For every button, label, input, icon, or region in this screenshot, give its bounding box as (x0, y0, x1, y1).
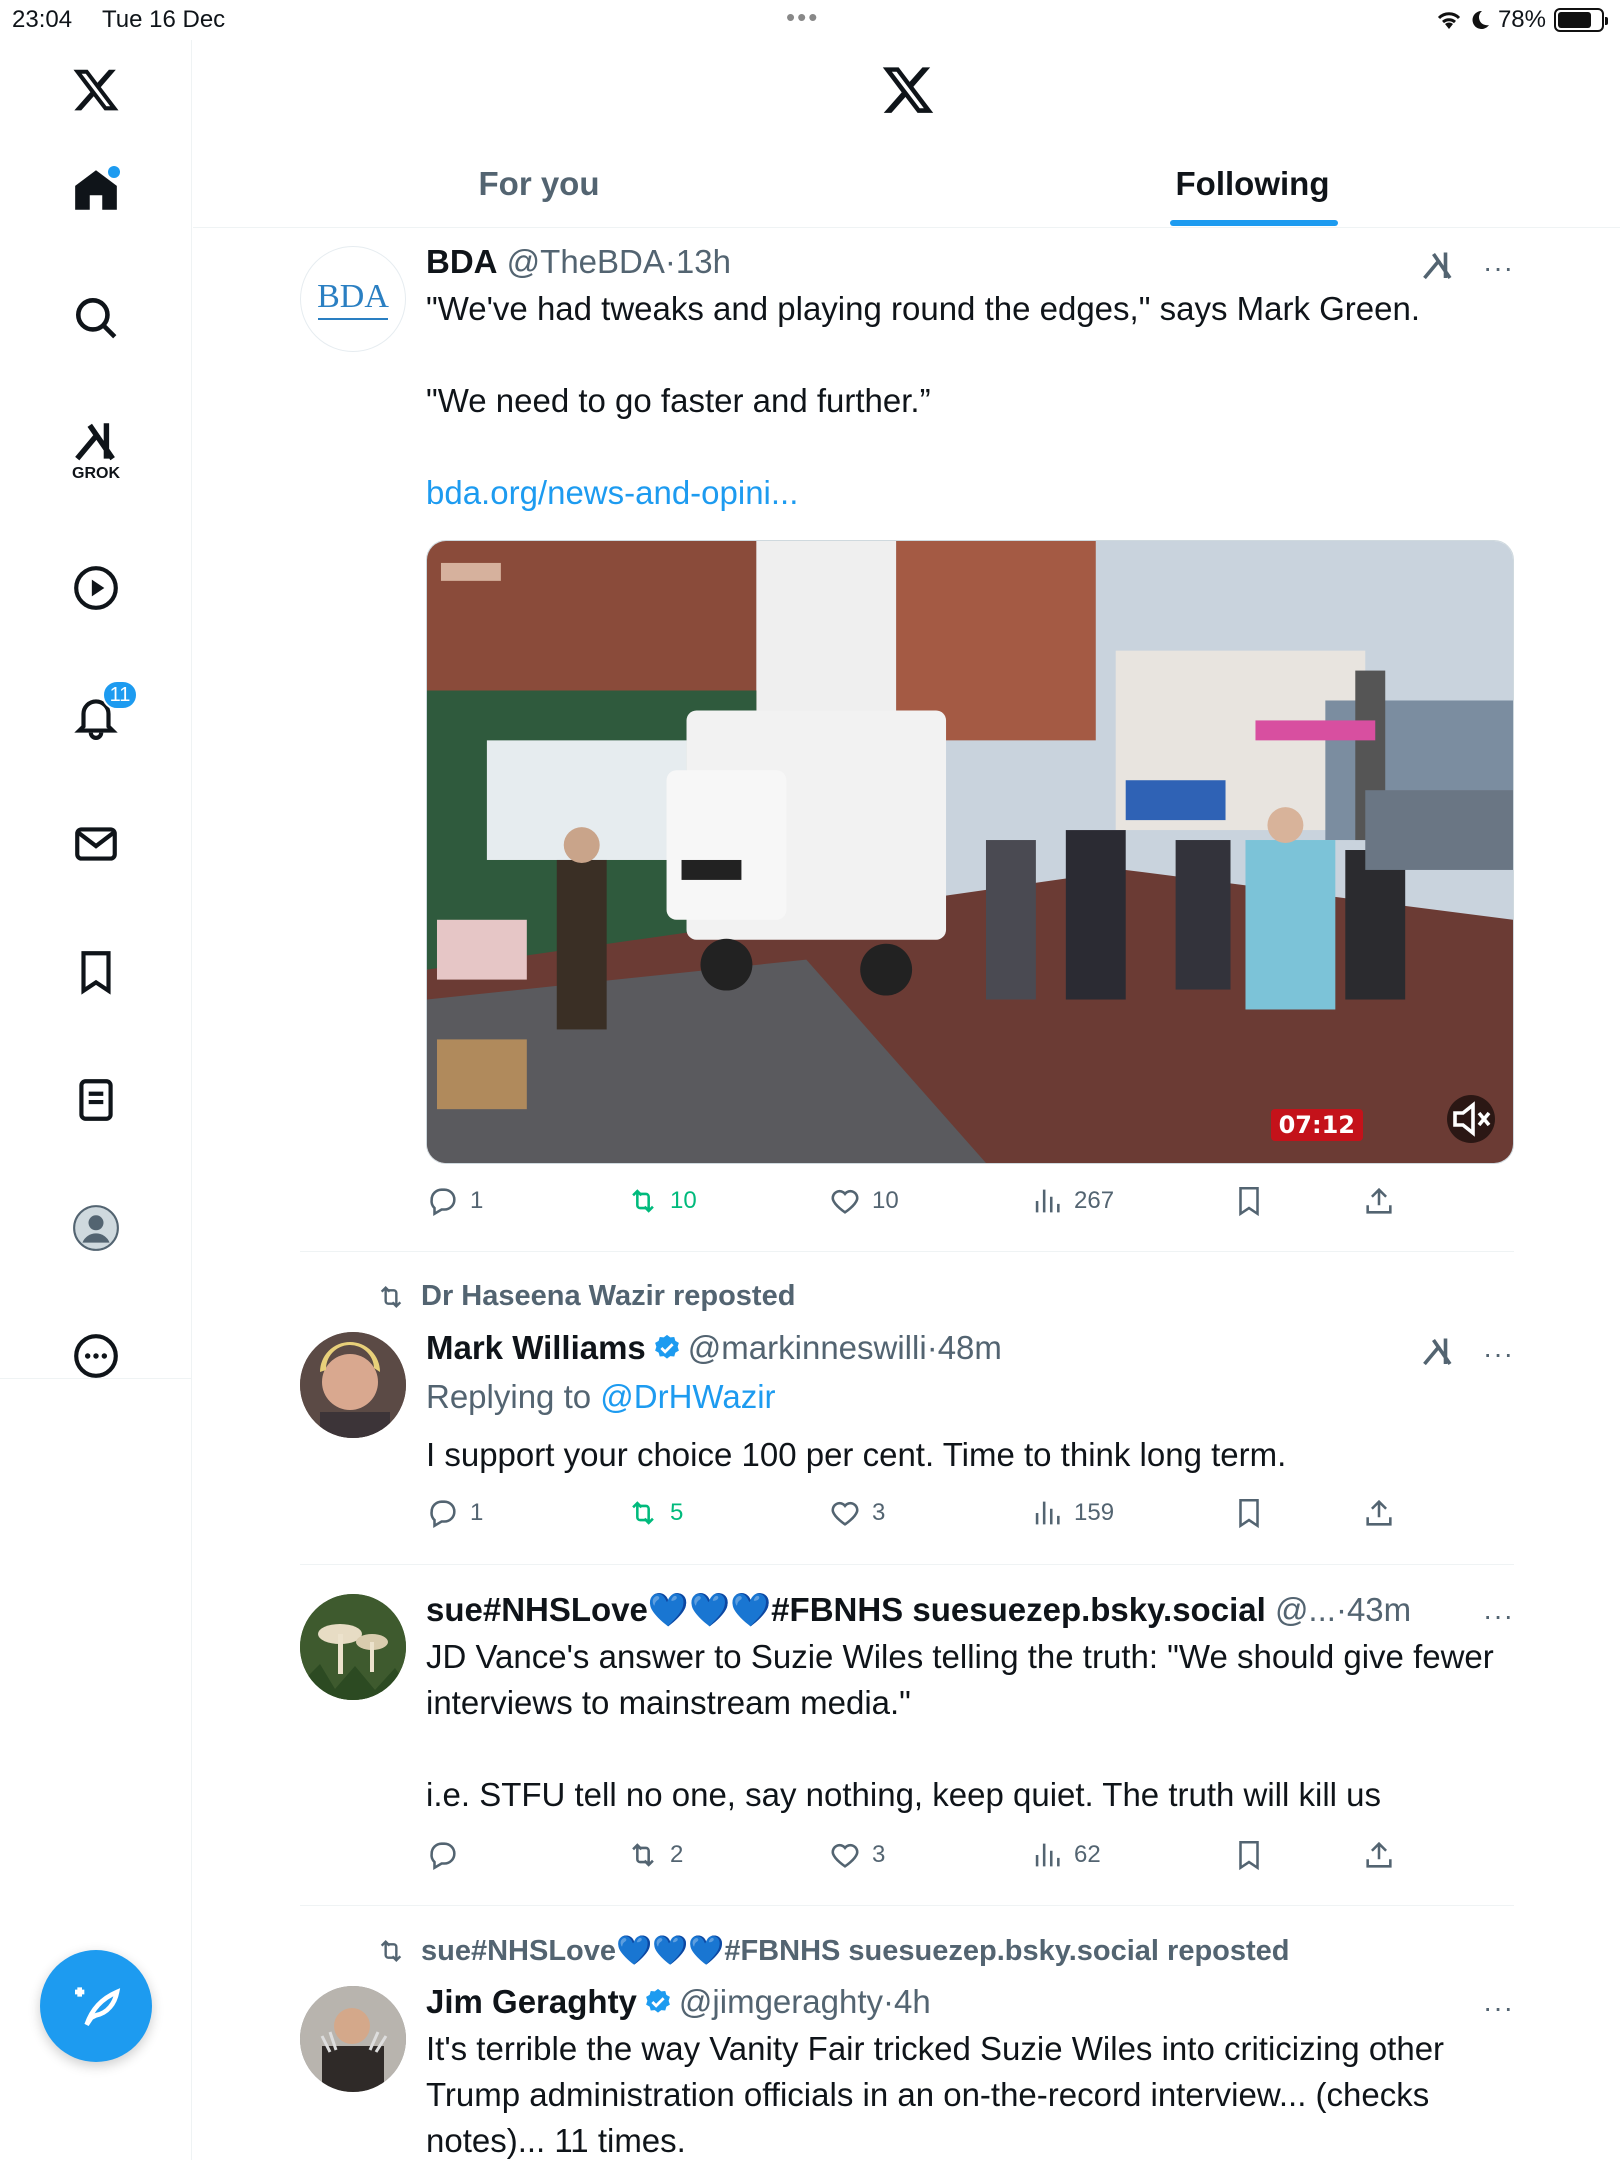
status-right (1436, 6, 1604, 34)
mute-button[interactable] (1447, 1095, 1495, 1143)
list-icon (71, 1075, 121, 1125)
bda-logo-rule (318, 318, 388, 320)
avatar[interactable] (300, 246, 406, 352)
header-x-logo[interactable] (878, 62, 938, 118)
repost-count: 2 (670, 1841, 684, 1868)
author-handle[interactable]: @... (1274, 1591, 1336, 1628)
separator-dot: · (883, 1983, 894, 2020)
tweet-header (426, 1588, 1446, 1632)
tweet-text: It's terrible the way Vanity Fair tricked Suzie Wiles into criticizing other Trump administration officials in an on-the-record interview... (checks notes)... 11 times. (426, 2030, 1453, 2159)
tweet-video[interactable] (426, 540, 1514, 1164)
notifications-badge: 11 (102, 680, 138, 710)
bookmark-button[interactable] (1232, 1838, 1266, 1872)
tweet-separator (300, 1251, 1514, 1252)
sidebar-x-logo[interactable] (46, 40, 146, 140)
sidebar-item-more[interactable] (46, 1306, 146, 1406)
bookmark-icon (1232, 1838, 1266, 1872)
reply-icon (426, 1184, 460, 1218)
views-bar-chart-icon (1030, 1496, 1064, 1530)
profile-avatar-icon (71, 1203, 121, 1253)
avatar-photo (300, 1332, 406, 1438)
tweet-header (426, 1980, 1514, 2024)
timeline-tabs (193, 140, 1620, 228)
separator-dot: · (1335, 1591, 1347, 1628)
battery-fill (1558, 12, 1591, 28)
home-unread-dot (108, 166, 120, 178)
avatar[interactable] (300, 1986, 406, 2092)
share-icon (1362, 1838, 1396, 1872)
share-button[interactable] (1362, 1184, 1396, 1218)
sidebar-item-video[interactable] (46, 538, 146, 638)
x-logo-icon (878, 62, 938, 118)
author-name[interactable]: sue#NHSLove💙💙💙#FBNHS suesuezep.bsky.social (426, 1591, 1266, 1628)
share-button[interactable] (1362, 1496, 1396, 1530)
like-count: 3 (872, 1499, 886, 1526)
tweet-actions (426, 1184, 1426, 1228)
grok-explain-icon[interactable] (1418, 1334, 1458, 1370)
like-button[interactable] (828, 1184, 899, 1218)
tweet-text-2: "We need to go faster and further.” (426, 382, 931, 419)
repost-button[interactable] (626, 1496, 683, 1530)
reply-icon (426, 1838, 460, 1872)
status-date: Tue 16 Dec (102, 6, 226, 33)
repost-indicator (375, 1280, 795, 1313)
heart-icon (828, 1184, 862, 1218)
author-name[interactable]: BDA (426, 243, 498, 280)
bookmark-icon (1232, 1184, 1266, 1218)
sidebar-item-bookmarks[interactable] (46, 922, 146, 1022)
author-handle[interactable]: @jimgeraghty (678, 1983, 883, 2020)
sidebar-item-home[interactable] (46, 140, 146, 240)
tweet-time[interactable]: 48m (937, 1329, 1002, 1366)
tab-following[interactable]: Following (1175, 165, 1330, 202)
replying-to-label: Replying to (426, 1378, 592, 1415)
tweet-body (426, 1326, 1514, 1478)
tweet-text-2: i.e. STFU tell no one, say nothing, keep quiet. The truth will kill us (426, 1776, 1382, 1813)
status-bar (0, 0, 1620, 40)
views-button[interactable] (1030, 1838, 1101, 1872)
reposted-by[interactable]: sue#NHSLove💙💙💙#FBNHS suesuezep.bsky.social reposted (421, 1935, 1290, 1967)
more-options-icon[interactable]: ··· (1483, 1338, 1514, 1369)
separator-dot: · (664, 243, 676, 280)
grok-label: GROK (72, 465, 120, 482)
reply-icon (426, 1496, 460, 1530)
reply-count: 1 (470, 1499, 484, 1526)
mail-icon (71, 819, 121, 869)
sidebar-item-search[interactable] (46, 268, 146, 368)
author-name[interactable]: Mark Williams (426, 1329, 646, 1366)
views-button[interactable] (1030, 1496, 1114, 1530)
view-count: 159 (1074, 1499, 1115, 1526)
verified-badge-icon (643, 1987, 673, 2017)
bookmark-icon (71, 947, 121, 997)
like-button[interactable] (828, 1838, 885, 1872)
verified-badge-icon (652, 1333, 682, 1363)
search-icon (71, 293, 121, 343)
tweet-header (426, 1326, 1514, 1370)
tweet-header (426, 240, 1514, 284)
sidebar-item-grok[interactable] (46, 400, 146, 500)
tweet-body (426, 240, 1514, 516)
compose-feather-icon (68, 1978, 124, 2034)
tweet-text: JD Vance's answer to Suzie Wiles telling the truth: "We should give fewer interviews to mainstream media." (426, 1638, 1503, 1721)
compose-post-button[interactable] (40, 1950, 152, 2062)
separator-dot: · (926, 1329, 938, 1366)
reply-button[interactable] (426, 1184, 483, 1218)
sidebar-item-profile[interactable] (46, 1178, 146, 1278)
sidebar-item-lists[interactable] (46, 1050, 146, 1150)
sidebar-item-messages[interactable] (46, 794, 146, 894)
tweet-body (426, 1588, 1514, 1818)
bookmark-button[interactable] (1232, 1496, 1266, 1530)
tweet-text: I support your choice 100 per cent. Time to think long term. (426, 1436, 1287, 1473)
reply-button[interactable] (426, 1838, 470, 1872)
view-count: 62 (1074, 1841, 1101, 1868)
repost-icon (626, 1838, 660, 1872)
tweet-body (426, 1980, 1514, 2160)
view-count: 267 (1074, 1187, 1115, 1214)
share-icon (1362, 1184, 1396, 1218)
repost-indicator (375, 1934, 1290, 1968)
tab-for-you[interactable]: For you (478, 165, 600, 202)
heart-icon (828, 1838, 862, 1872)
avatar[interactable] (300, 1332, 406, 1438)
tab-active-indicator (1170, 220, 1338, 226)
repost-button[interactable] (626, 1838, 683, 1872)
author-name[interactable]: Jim Geraghty (426, 1983, 637, 2020)
tweet-separator (300, 1905, 1514, 1906)
avatar-photo (300, 1986, 406, 2092)
replying-to-handle[interactable]: @DrHWazir (600, 1378, 776, 1415)
sidebar-item-notifications[interactable] (46, 666, 146, 766)
heart-icon (828, 1496, 862, 1530)
avatar-photo (300, 1594, 406, 1700)
wifi-icon (1436, 9, 1462, 31)
bookmark-button[interactable] (1232, 1184, 1266, 1218)
reply-count: 1 (470, 1187, 484, 1214)
video-thumbnail (427, 541, 1513, 1163)
tweet-separator (300, 1564, 1514, 1565)
x-logo-icon (71, 65, 121, 115)
muted-speaker-icon (1447, 1095, 1495, 1143)
sidebar (0, 40, 192, 2160)
views-button[interactable] (1030, 1184, 1114, 1218)
tweet-actions (426, 1838, 1426, 1882)
repost-count: 5 (670, 1499, 684, 1526)
sidebar-divider (0, 1378, 192, 1379)
reply-button[interactable] (426, 1496, 483, 1530)
battery-percentage: 78% (1497, 6, 1546, 33)
author-handle[interactable]: @TheBDA (506, 243, 665, 280)
tweet-text: "We've had tweaks and playing round the edges," says Mark Green. (426, 290, 1420, 327)
play-circle-icon (71, 563, 121, 613)
replying-to (426, 1374, 1514, 1420)
more-options-icon[interactable]: ··· (1483, 1992, 1514, 2023)
author-handle[interactable]: @markinneswilli (687, 1329, 927, 1366)
tweet-time[interactable]: 4h (894, 1983, 931, 2020)
repost-icon (626, 1496, 660, 1530)
multitasking-dots-icon[interactable]: ••• (786, 2, 820, 32)
views-bar-chart-icon (1030, 1838, 1064, 1872)
moon-icon (1470, 9, 1490, 31)
grok-explain-icon[interactable] (1418, 248, 1458, 284)
like-button[interactable] (828, 1496, 885, 1530)
tweet-actions (426, 1496, 1426, 1540)
bookmark-icon (1232, 1496, 1266, 1530)
repost-icon (375, 1935, 407, 1967)
battery-icon (1554, 8, 1604, 32)
grok-icon (71, 417, 121, 467)
status-time: 23:04 (12, 6, 73, 33)
tweet-time[interactable]: 13h (675, 243, 731, 280)
views-bar-chart-icon (1030, 1184, 1064, 1218)
repost-count: 10 (670, 1187, 697, 1214)
avatar[interactable] (300, 1594, 406, 1700)
tweet-link[interactable]: bda.org/news-and-opini... (426, 474, 799, 511)
share-button[interactable] (1362, 1838, 1396, 1872)
repost-icon (626, 1184, 660, 1218)
tweet-time[interactable]: 43m (1346, 1591, 1412, 1628)
like-count: 3 (872, 1841, 886, 1868)
more-options-icon[interactable]: ··· (1483, 252, 1514, 283)
video-duration: 07:12 (1271, 1109, 1363, 1141)
more-circle-icon (71, 1331, 121, 1381)
repost-icon (375, 1281, 407, 1313)
more-options-icon[interactable]: ··· (1483, 1600, 1514, 1631)
like-count: 10 (872, 1187, 899, 1214)
bda-logo-text: BDA (317, 278, 389, 315)
repost-button[interactable] (626, 1184, 697, 1218)
share-icon (1362, 1496, 1396, 1530)
reposted-by[interactable]: Dr Haseena Wazir reposted (421, 1280, 796, 1312)
